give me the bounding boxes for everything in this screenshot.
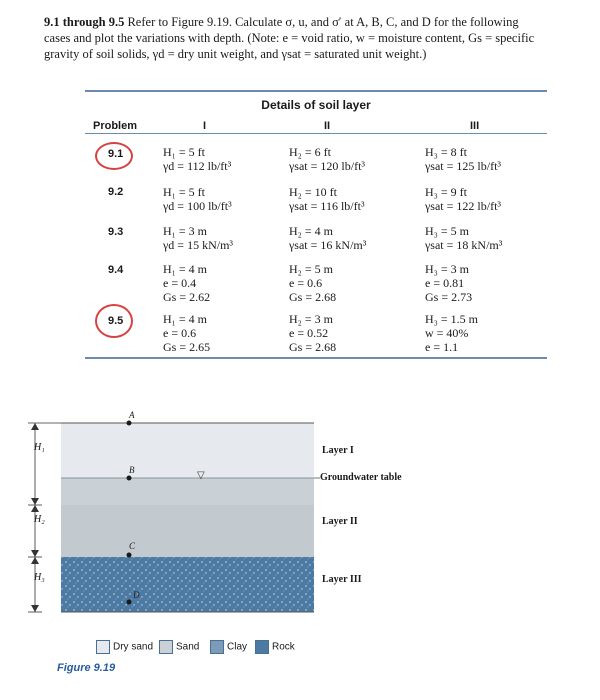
layer-I-dry-sand — [61, 423, 314, 478]
height-label-H1: H₁ — [34, 442, 45, 453]
point-C-marker — [127, 553, 132, 558]
table-cell-II: H₂ = 6 ft γsat = 120 lb/ft³ — [289, 145, 365, 173]
layer-III — [61, 557, 314, 612]
groundwater-symbol: ▽ — [197, 470, 205, 481]
arrow-head — [31, 557, 39, 564]
table-cell-III: H₃ = 8 ft γsat = 125 lb/ft³ — [425, 145, 501, 173]
point-A-marker — [127, 421, 132, 426]
column-header-II: II — [324, 120, 331, 132]
problem-number: 9.2 — [108, 186, 124, 198]
arrow-head — [31, 505, 39, 512]
problem-text: Refer to Figure 9.19. Calculate σ, u, and σ′ at A, B, C, and D for the following cases and plot the variations with depth. (Note: e = void ratio, w = moisture content, Gs = specific gravity of soil solids, γd = dry unit weight, and γsat = saturated unit weight.) — [44, 15, 535, 61]
height-label-H3: H₃ — [34, 572, 45, 583]
arrow-head — [31, 498, 39, 505]
legend-item-dry-sand: Dry sand — [96, 640, 153, 654]
height-label-H2: H₂ — [34, 514, 45, 525]
point-label-D: D — [133, 590, 140, 600]
table-title: Details of soil layer — [261, 98, 371, 112]
arrow-head — [31, 550, 39, 557]
table-cell-II: H₂ = 5 m e = 0.6 Gs = 2.68 — [289, 262, 337, 304]
layer-II — [61, 505, 314, 557]
layer-label-III: Layer III — [322, 574, 362, 585]
figure-caption: Figure 9.19 — [57, 662, 116, 674]
legend-item-sand: Sand — [159, 640, 199, 654]
table-cell-III: H₃ = 1.5 m w = 40% e = 1.1 — [425, 312, 478, 354]
legend-item-clay: Clay — [210, 640, 247, 654]
problem-range: 9.1 through 9.5 — [44, 15, 125, 29]
legend-swatch — [210, 640, 224, 654]
legend-item-rock: Rock — [255, 640, 295, 654]
table-cell-III: H₃ = 5 m γsat = 18 kN/m³ — [425, 224, 503, 252]
table-cell-I: H₁ = 3 m γd = 15 kN/m³ — [163, 224, 234, 252]
problem-column-header: Problem — [93, 120, 138, 132]
arrow-head — [31, 605, 39, 612]
table-cell-II: H₂ = 10 ft γsat = 116 lb/ft³ — [289, 185, 365, 213]
table-cell-I: H₁ = 5 ft γd = 112 lb/ft³ — [163, 145, 232, 173]
layer-I-saturated-sand — [61, 478, 314, 505]
point-label-B: B — [129, 465, 135, 475]
legend-swatch — [96, 640, 110, 654]
legend-swatch — [159, 640, 173, 654]
problem-number: 9.5 — [108, 315, 124, 327]
column-header-III: III — [470, 120, 480, 132]
point-B-marker — [127, 476, 132, 481]
groundwater-table-label: Groundwater table — [320, 472, 402, 483]
table-cell-III: H₃ = 3 m e = 0.81 Gs = 2.73 — [425, 262, 473, 304]
problem-number: 9.3 — [108, 226, 124, 238]
table-cell-II: H₂ = 4 m γsat = 16 kN/m³ — [289, 224, 367, 252]
arrow-head — [31, 423, 39, 430]
point-label-A: A — [129, 410, 135, 420]
layer-label-I: Layer I — [322, 445, 354, 456]
problem-number: 9.1 — [108, 148, 124, 160]
table-cell-I: H₁ = 4 m e = 0.4 Gs = 2.62 — [163, 262, 211, 304]
legend-swatch — [255, 640, 269, 654]
column-header-I: I — [203, 120, 207, 132]
problem-number: 9.4 — [108, 264, 124, 276]
point-label-C: C — [129, 541, 136, 551]
table-cell-I: H₁ = 5 ft γd = 100 lb/ft³ — [163, 185, 232, 213]
table-cell-I: H₁ = 4 m e = 0.6 Gs = 2.65 — [163, 312, 211, 354]
table-cell-III: H₃ = 9 ft γsat = 122 lb/ft³ — [425, 185, 501, 213]
point-D-marker — [127, 600, 132, 605]
table-cell-II: H₂ = 3 m e = 0.52 Gs = 2.68 — [289, 312, 337, 354]
layer-label-II: Layer II — [322, 516, 358, 527]
